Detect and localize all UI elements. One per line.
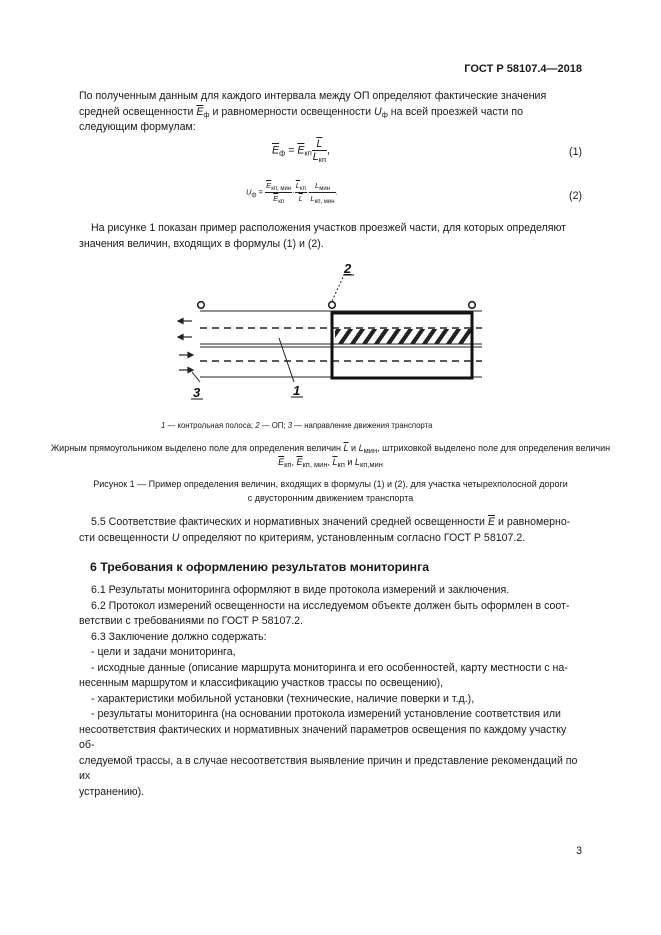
f2-f1-den: $\overline{E}$ <box>273 194 279 203</box>
f2-fraction-1 <box>265 180 292 205</box>
section-6-body <box>79 583 582 800</box>
f2-eq: = <box>258 187 263 197</box>
p55-e: $\overline{E}$ <box>487 516 496 528</box>
figure-intro-paragraph: На рисунке 1 показан пример расположения участков проезжей части, для которых определяют значения величин, входящих в формулы (1) и (2). <box>79 222 567 250</box>
list-item-4-line-2: несоответствия фактических и нормативных значений параметров освещения по каждому участку об- <box>79 723 567 751</box>
note-sym-2-sub: мин <box>363 446 378 455</box>
note-comma-2: , <box>327 456 333 467</box>
note-sym-6-sub: кп,мин <box>359 459 383 469</box>
formula-2-number: (2) <box>569 190 582 202</box>
note-text-2: и <box>348 443 359 453</box>
note-sym-1: $\overline{L}$ <box>343 443 349 453</box>
f1-e-sub: кп <box>304 148 312 158</box>
figure-legend <box>161 421 432 430</box>
leader-line-2 <box>332 275 344 301</box>
caption-line-1: Рисунок 1 — Пример определения величин, входящих в формулы (1) и (2), для участка четырехполосной дороги <box>93 479 568 489</box>
f2-f1-num: $\overline{E}$ <box>266 181 272 190</box>
list-item-1: - цели и задачи мониторинга, <box>91 646 236 658</box>
list-item-4-line-4: устранению). <box>79 785 145 798</box>
list-item-3: - характеристики мобильной установки (технические, наличие поверки и т.д.), <box>91 692 475 705</box>
road-diagram <box>170 258 500 408</box>
p55-text-2: и равномерно- <box>495 516 571 528</box>
formula-1 <box>272 138 330 163</box>
legend-text-1: — контрольная полоса; <box>165 421 256 430</box>
f1-den: $\overline{L}$ <box>312 151 319 163</box>
para1-text-1: По полученным данным для каждого интервала между ОП определяют фактические значения средней освещенности <box>79 90 547 118</box>
f2-f2-num: $\overline{L}$ <box>295 181 300 190</box>
note-sym-5-sub: кп <box>337 459 345 469</box>
legend-text-3: — направление движения транспорта <box>292 421 433 430</box>
f2-f3-den: L <box>310 194 315 203</box>
note-sym-4: $\overline{E}$ <box>296 456 303 467</box>
pole-marker-left <box>198 302 205 309</box>
f1-den-sub: кп <box>318 155 327 164</box>
figure-label-2: 2 <box>344 261 352 276</box>
note-sym-6: L <box>354 456 360 467</box>
f1-lhs: $\overline{E}$ <box>272 144 280 157</box>
clause-5-5 <box>79 515 582 546</box>
f1-lhs-sub: ф <box>279 148 286 158</box>
pole-marker-middle <box>329 302 336 309</box>
legend-num-3: 3 <box>287 421 293 430</box>
note-sym-3-sub: кп <box>284 459 292 469</box>
f1-tail: , <box>327 144 330 157</box>
figure-note <box>50 442 611 469</box>
para1-text-2: и равномерности освещенности <box>209 105 375 118</box>
f1-e: $\overline{E}$ <box>297 144 305 157</box>
leader-line-3 <box>192 372 200 382</box>
hatched-control-zone <box>335 329 472 344</box>
f1-fraction <box>312 138 327 163</box>
note-text-1: Жирным прямоугольником выделено поле для определения величин <box>50 443 344 453</box>
list-item-4-line-1: - результаты мониторинга (на основании протокола измерений установление соответствия или <box>91 708 561 720</box>
para1-text-3: на всей проезжей части по следующим формулам: <box>79 105 523 133</box>
note-text-4: и <box>344 456 355 467</box>
note-sym-4-sub: кп, мин <box>302 459 328 469</box>
f2-f2-den: L <box>298 194 303 203</box>
para1-u-sub: ф <box>381 109 388 119</box>
clause-6-2-line-1: 6.2 Протокол измерений освещенности на исследуемом объекте должен быть оформлен в соот- <box>91 599 570 612</box>
legend-num-1: 1 <box>161 421 166 430</box>
caption-line-2: с двусторонним движением транспорта <box>247 492 414 503</box>
f2-dot-1: · <box>292 187 295 197</box>
clause-6-2-line-2: ветствии с требованиями по ГОСТ Р 58107.2. <box>79 615 304 627</box>
f2-f3-den-sub: кп, мин <box>314 199 335 205</box>
note-sym-5: $\overline{L}$ <box>332 456 338 467</box>
f2-f2-num-sub: кп <box>299 186 306 192</box>
intro-paragraph <box>79 89 582 136</box>
figure-label-3: 3 <box>193 385 201 400</box>
para1-e-symbol: $\overline{E}$ <box>196 105 204 118</box>
note-comma-1: , <box>291 456 297 467</box>
list-item-4-line-3: следуемой трассы, а в случае несоответствия выявление причин и представление рекомендаций по их <box>79 754 578 782</box>
section-6-title: 6 Требования к оформлению результатов мониторинга <box>90 560 430 574</box>
f2-tail: . <box>335 187 338 197</box>
p55-text-4: определяют по критериям, установленным согласно ГОСТ Р 58107.2. <box>179 531 526 544</box>
f1-num: $\overline{L}$ <box>316 138 323 150</box>
f1-eq: = <box>288 144 295 157</box>
direction-arrows <box>178 319 193 373</box>
note-sym-3: $\overline{E}$ <box>278 456 285 467</box>
note-sym-2: L <box>358 443 364 453</box>
figure-caption <box>40 478 621 505</box>
f2-f3-num-sub: мин <box>319 186 330 192</box>
p55-u: U <box>171 531 180 544</box>
p55-text-1: 5.5 Соответствие фактических и нормативных значений средней освещенности <box>91 516 488 528</box>
list-item-2-line-1: - исходные данные (описание маршрута мониторинга и его особенностей, карту местности с на- <box>91 661 568 674</box>
f2-f3-num: L <box>314 181 320 190</box>
f2-f1-den-sub: кп <box>278 199 285 205</box>
note-text-3: , штриховкой выделено поле для определения величин <box>377 443 611 453</box>
para1-e-sub: ф <box>203 109 210 119</box>
formula-2 <box>246 180 338 205</box>
document-header: ГОСТ Р 58107.4—2018 <box>464 63 582 75</box>
f2-dot-2: · <box>306 187 310 197</box>
formula-1-number: (1) <box>569 146 582 158</box>
f2-fraction-2 <box>295 180 307 205</box>
clause-6-3: 6.3 Заключение должно содержать: <box>91 630 267 643</box>
page-number: 3 <box>576 845 582 857</box>
figure-label-1: 1 <box>293 383 301 398</box>
legend-text-2: — ОП; <box>259 421 288 430</box>
pole-marker-right <box>469 302 476 309</box>
bold-measurement-field <box>332 313 472 378</box>
legend-num-2: 2 <box>255 421 260 430</box>
list-item-2-line-2: несенным маршрутом и классификацию участков трассы по освещению), <box>79 677 444 689</box>
f2-f1-num-sub: кп, мин <box>271 186 292 192</box>
leader-line-1 <box>279 338 294 382</box>
f2-fraction-3 <box>306 180 335 205</box>
clause-6-1: 6.1 Результаты мониторинга оформляют в виде протокола измерений и заключения. <box>91 584 510 596</box>
f2-lhs: U <box>246 187 252 197</box>
f2-lhs-sub: ф <box>251 192 257 199</box>
para1-u-symbol: U <box>374 105 382 118</box>
p55-text-3: сти освещенности <box>79 531 172 544</box>
